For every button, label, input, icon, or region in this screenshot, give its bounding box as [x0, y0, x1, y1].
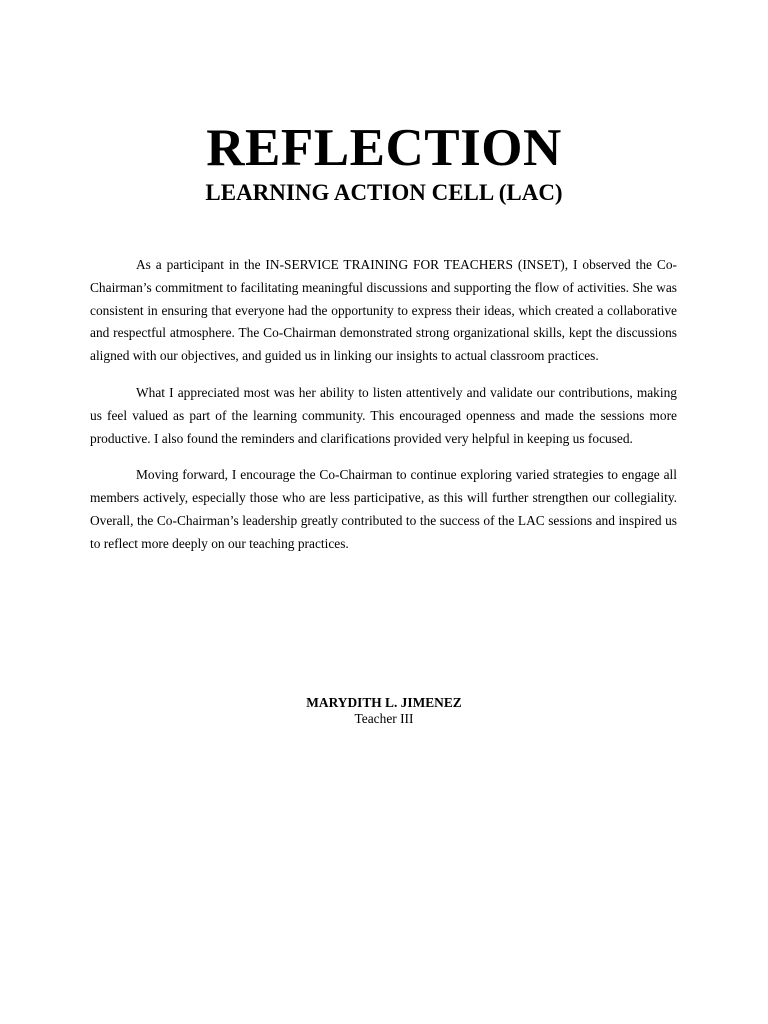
paragraph-3: Moving forward, I encourage the Co-Chairman to continue exploring varied strategies to engage all members actively, especially those who are less participative, as this will further strengthen our collegiality. Overall, the Co-Chairman’s leadership greatly contributed to the success of the LAC sessions and inspired us to reflect more deeply on our teaching practices. — [90, 467, 677, 551]
document-title: REFLECTION — [206, 119, 562, 177]
signature-block — [0, 695, 768, 727]
signatory-position: Teacher III — [354, 711, 414, 726]
reflection-body — [90, 254, 677, 570]
document-subtitle: LEARNING ACTION CELL (LAC) — [205, 180, 563, 205]
paragraph-2: What I appreciated most was her ability to listen attentively and validate our contributions, making us feel valued as part of the learning community. This encouraged openness and made the sessions more productive. I also found the reminders and clarifications provided very helpful in keeping us focused. — [90, 384, 677, 446]
signatory-name: MARYDITH L. JIMENEZ — [306, 695, 462, 710]
paragraph-1: As a participant in the IN-SERVICE TRAINING FOR TEACHERS (INSET), I observed the Co-Chairman’s commitment to facilitating meaningful discussions and supporting the flow of activities. She was consistent in ensuring that everyone had the opportunity to express their ideas, which created a collaborative and respectful atmosphere. The Co-Chairman demonstrated strong organizational skills, kept the discussions aligned with our objectives, and guided us in linking our insights to actual classroom practices. — [90, 257, 677, 364]
